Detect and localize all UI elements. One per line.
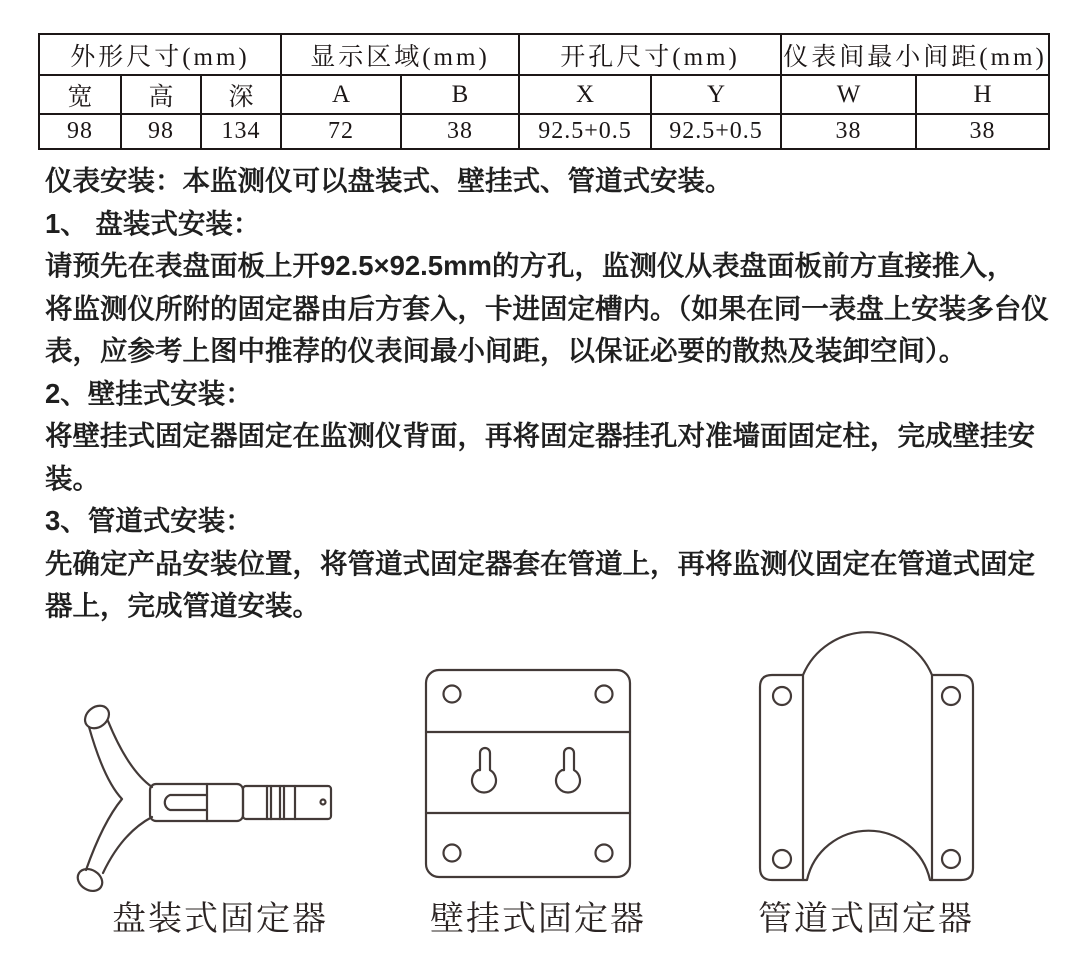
table-subheader-row	[39, 75, 1049, 114]
spec-table	[38, 33, 1050, 150]
group-header-min-spacing: 仪表间最小间距(mm)	[781, 34, 1049, 75]
value-cell: 134	[201, 114, 281, 149]
figure-caption-pipe-mount: 管道式固定器	[758, 901, 974, 938]
mounting-hole	[773, 687, 791, 705]
section-3-para-1: 先确定产品安装位置，将管道式固定器套在管道上，再将监测仪固定在管道式固定器上，完成管道安装。	[45, 547, 1035, 621]
value-cell: 72	[281, 114, 401, 149]
figure-caption-panel-mount: 盘装式固定器	[112, 901, 328, 938]
col-header: X	[519, 75, 651, 114]
table-group-header-row	[39, 34, 1049, 75]
col-header: H	[916, 75, 1049, 114]
mounting-hole	[942, 850, 960, 868]
col-header: Y	[651, 75, 781, 114]
clamp-end-hole	[321, 800, 326, 805]
group-header-outline-size: 外形尺寸(mm)	[39, 34, 281, 75]
col-header: 高	[121, 75, 201, 114]
section-3-heading: 3、管道式安装：	[45, 505, 253, 536]
value-cell: 98	[121, 114, 201, 149]
keyhole-slot	[472, 748, 496, 792]
col-header: A	[281, 75, 401, 114]
section-1-para-2: 将监测仪所附的固定器由后方套入，卡进固定槽内。（如果在同一表盘上安装多台仪表，应参考上图中推荐的仪表间最小间距，以保证必要的散热及装卸空间）。	[45, 292, 1049, 366]
table-value-row	[39, 114, 1049, 149]
section-2-para-1: 将壁挂式固定器固定在监测仪背面，再将固定器挂孔对准墙面固定柱，完成壁挂安装。	[45, 420, 1035, 494]
clamp-bow-inner-upper-edge	[108, 721, 152, 787]
value-cell: 38	[781, 114, 916, 149]
col-header: 宽	[39, 75, 121, 114]
install-intro: 仪表安装：本监测仪可以盘装式、壁挂式、管道式安装。	[45, 165, 733, 196]
mounting-hole	[444, 845, 461, 862]
keyhole-slot	[556, 748, 580, 792]
col-header: 深	[201, 75, 281, 114]
value-cell: 92.5+0.5	[651, 114, 781, 149]
value-cell: 98	[39, 114, 121, 149]
clamp-bow-inner-lower-edge	[103, 817, 152, 873]
mounting-hole	[596, 845, 613, 862]
panel-mount-fixture-drawing	[40, 690, 370, 895]
value-cell: 38	[916, 114, 1049, 149]
value-cell: 38	[401, 114, 519, 149]
value-cell: 92.5+0.5	[519, 114, 651, 149]
clamp-shaft	[243, 786, 331, 819]
mounting-hole	[444, 686, 461, 703]
mounting-hole	[942, 687, 960, 705]
installation-text	[45, 160, 1050, 628]
group-header-display-area: 显示区域(mm)	[281, 34, 519, 75]
figure-caption-wall-mount: 壁挂式固定器	[430, 901, 646, 938]
col-header: B	[401, 75, 519, 114]
pipe-mount-fixture-drawing	[752, 622, 980, 887]
mounting-hole	[773, 850, 791, 868]
clamp-u-slot	[165, 795, 207, 810]
group-header-cutout-size: 开孔尺寸(mm)	[519, 34, 781, 75]
saddle-outline	[760, 632, 973, 880]
section-1-heading: 1、 盘装式安装：	[45, 207, 261, 239]
clamp-top-knob	[81, 701, 114, 733]
section-1-para-1: 请预先在表盘面板上开92.5×92.5mm的方孔，监测仪从表盘面板前方直接推入，	[45, 250, 1015, 281]
mounting-hole	[596, 686, 613, 703]
section-2-heading: 2、壁挂式安装：	[45, 377, 253, 409]
wall-mount-fixture-drawing	[420, 665, 640, 887]
col-header: W	[781, 75, 916, 114]
